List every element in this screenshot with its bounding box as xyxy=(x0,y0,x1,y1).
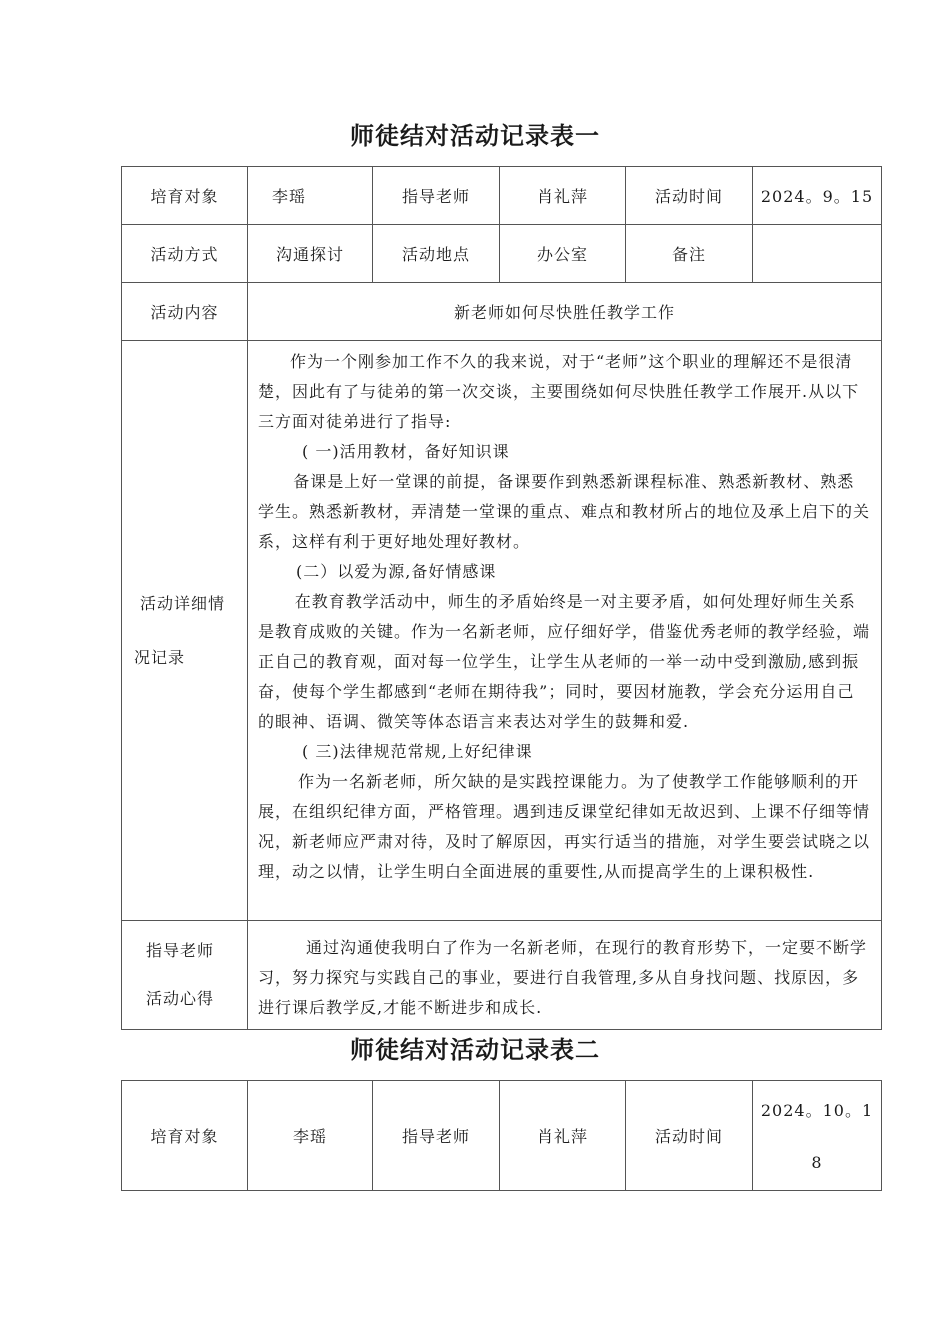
t2-label-mentor: 指导老师 xyxy=(373,1081,500,1191)
trainee-value: 李瑶 xyxy=(248,167,373,225)
details-intro: 作为一个刚参加工作不久的我来说，对于“老师”这个职业的理解还不是很清楚，因此有了与徒弟的第一次交谈，主要围绕如何尽快胜任教学工作展开.从以下三方面对徒弟进行了指导: xyxy=(258,352,860,431)
label-details xyxy=(122,341,248,921)
label-mentor: 指导老师 xyxy=(373,167,500,225)
label-reflection-line1: 指导老师 xyxy=(146,941,215,960)
details-paragraph-2: 在教育教学活动中，师生的矛盾始终是一对主要矛盾，如何处理好师生关系是教育成败的关键。作为一名新老师，应仔细好学，借鉴优秀老师的教学经验，端正自己的教育观，面对每一位学生，让学生从老师的一举一动中受到激励,感到振奋，使每个学生都感到“老师在期待我”；同时，要因材施教，学会充分运用自己的眼神、语调、微笑等体态语言来表达对学生的鼓舞和爱. xyxy=(258,592,871,731)
t2-time-line1: 2024。10。1 xyxy=(760,1101,874,1120)
label-place: 活动地点 xyxy=(373,225,500,283)
label-time: 活动时间 xyxy=(626,167,753,225)
details-paragraph-3: 作为一名新老师，所欠缺的是实践控课能力。为了使教学工作能够顺利的开展，在组织纪律方面，严格管理。遇到违反课堂纪律如无故迟到、上课不仔细等情况，新老师应严肃对待，及时了解原因，再实行适当的措施，对学生要尝试晓之以理，动之以情，让学生明白全面进展的重要性,从而提高学生的上课积极性. xyxy=(258,772,871,881)
t2-mentor-value: 肖礼萍 xyxy=(500,1081,626,1191)
table2-title: 师徒结对活动记录表二 xyxy=(350,1036,600,1064)
t2-time-line2: 8 xyxy=(811,1153,823,1172)
t2-label-trainee: 培育对象 xyxy=(122,1081,248,1191)
table1-row-content xyxy=(122,283,882,341)
table1-row-details xyxy=(122,341,882,921)
t2-trainee-value: 李瑶 xyxy=(248,1081,373,1191)
label-reflection xyxy=(122,921,248,1030)
content-value: 新老师如何尽快胜任教学工作 xyxy=(248,283,882,341)
reflection-body xyxy=(248,921,882,1030)
reflection-text: 通过沟通使我明白了作为一名新老师，在现行的教育形势下，一定要不断学习，努力探究与实践自己的事业，要进行自我管理,多从自身找问题、找原因，多进行课后教学反,才能不断进步和成长. xyxy=(258,938,868,1017)
time-value: 2024。9。15 xyxy=(753,167,882,225)
details-heading-3: ( 三)法律规范常规,上好纪律课 xyxy=(302,742,533,761)
table1-title: 师徒结对活动记录表一 xyxy=(350,122,600,150)
note-value xyxy=(753,225,882,283)
label-note: 备注 xyxy=(626,225,753,283)
method-value: 沟通探讨 xyxy=(248,225,373,283)
details-paragraph-1: 备课是上好一堂课的前提，备课要作到熟悉新课程标准、熟悉新教材、熟悉学生。熟悉新教材，弄清楚一堂课的重点、难点和教材所占的地位及承上启下的关系，这样有利于更好地处理好教材。 xyxy=(258,472,871,551)
table1-row-reflection xyxy=(122,921,882,1030)
label-trainee: 培育对象 xyxy=(122,167,248,225)
details-body xyxy=(248,341,882,921)
table1-row-method xyxy=(122,225,882,283)
label-method: 活动方式 xyxy=(122,225,248,283)
table1-row-basic xyxy=(122,167,882,225)
t2-label-time: 活动时间 xyxy=(626,1081,753,1191)
label-details-line1: 活动详细情 xyxy=(140,593,226,613)
label-content: 活动内容 xyxy=(122,283,248,341)
record-table-2 xyxy=(121,1080,882,1191)
details-heading-1: ( 一)活用教材，备好知识课 xyxy=(302,442,510,461)
t2-time-value xyxy=(753,1081,882,1191)
table2-row-basic xyxy=(122,1081,882,1191)
label-details-line2: 况记录 xyxy=(134,647,186,667)
record-table-1 xyxy=(121,166,882,1030)
place-value: 办公室 xyxy=(500,225,626,283)
label-reflection-line2: 活动心得 xyxy=(146,989,215,1008)
details-heading-2: (二）以爱为源,备好情感课 xyxy=(296,562,497,581)
mentor-value: 肖礼萍 xyxy=(500,167,626,225)
